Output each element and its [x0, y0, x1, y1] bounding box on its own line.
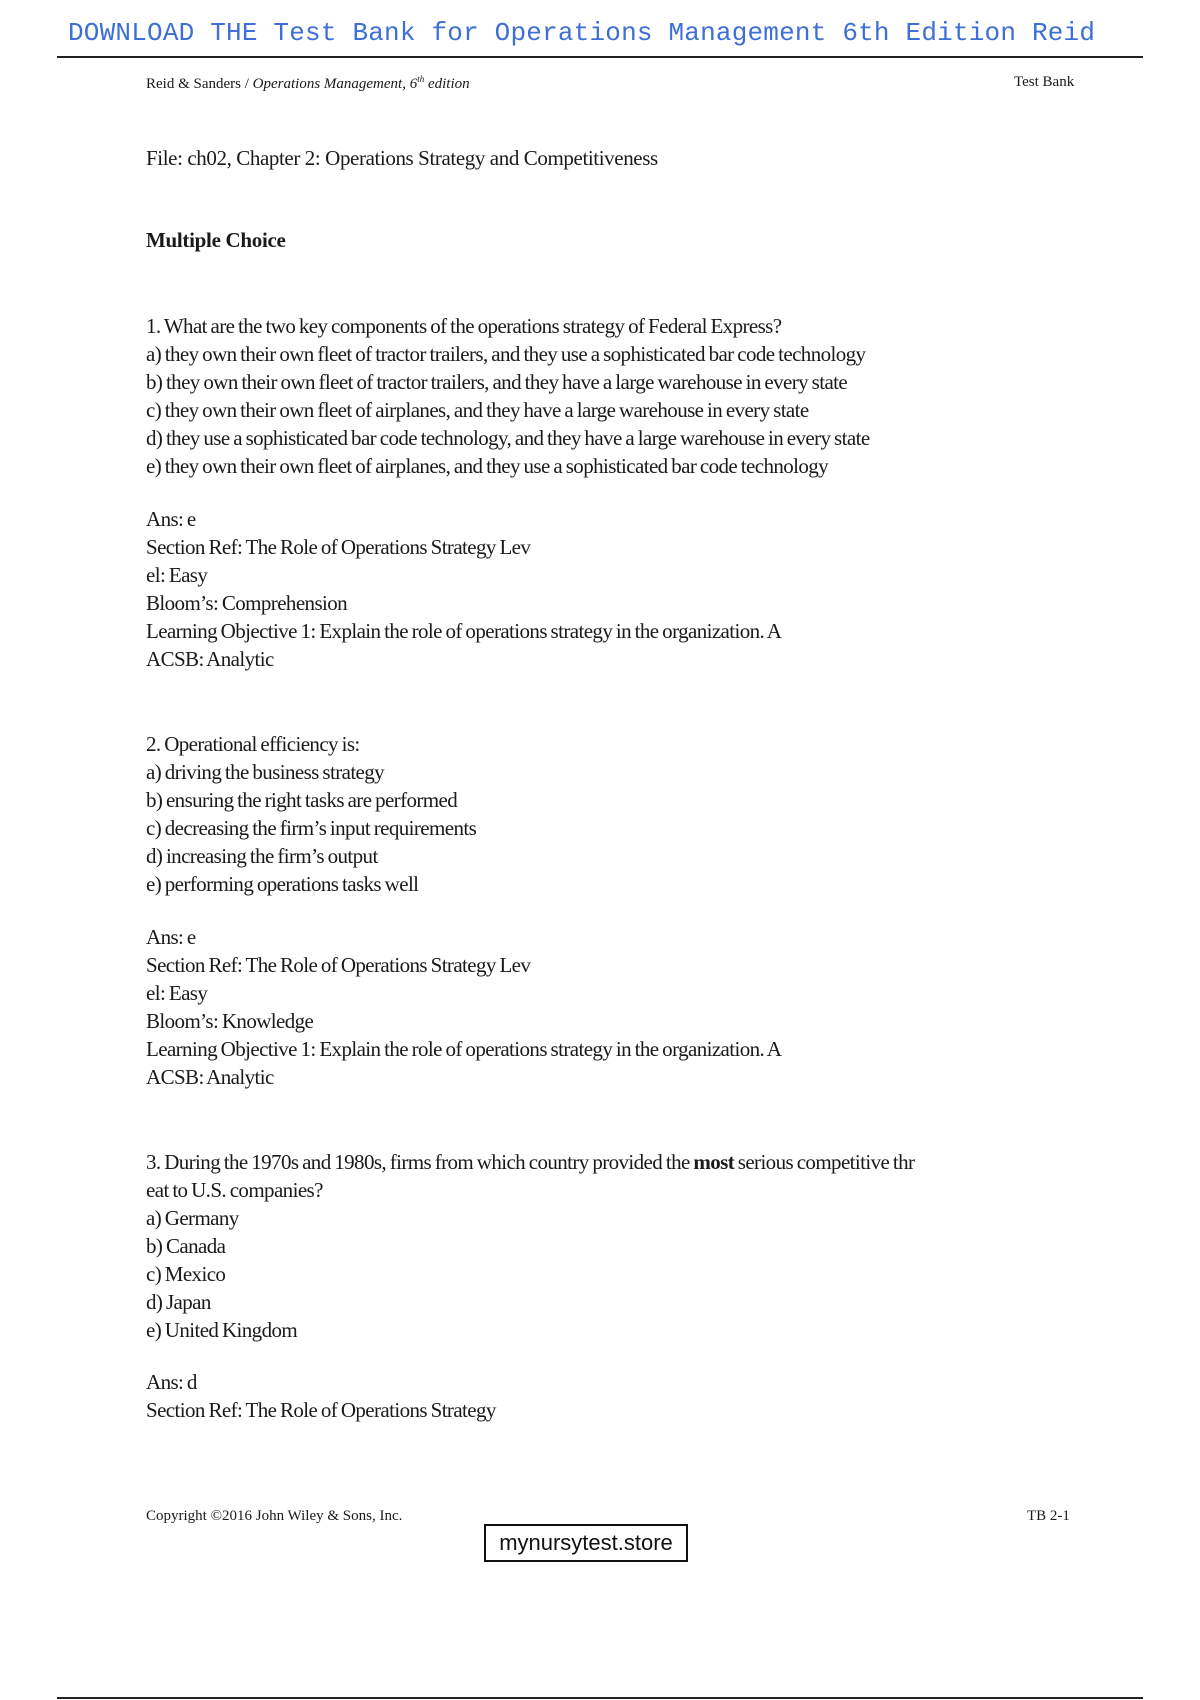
file-line: File: ch02, Chapter 2: Operations Strategy and Competitiveness	[146, 146, 658, 170]
header-rule	[57, 56, 1143, 58]
question-emphasis: most	[693, 1150, 735, 1174]
question-2-meta	[146, 923, 781, 1091]
answer-option: a) Germany	[146, 1206, 239, 1230]
learning-objective: Learning Objective 1: Explain the role of operations strategy in the organization. A	[146, 1037, 782, 1061]
answer-option: a) they own their own fleet of tractor trailers, and they use a sophisticated bar code technology	[146, 342, 866, 366]
question-3-meta	[146, 1368, 496, 1424]
answer-key: Ans: d	[146, 1370, 197, 1394]
answer-option: d) Japan	[146, 1290, 211, 1314]
section-ref: Section Ref: The Role of Operations Strategy	[146, 1398, 496, 1422]
section-ref: Section Ref: The Role of Operations Strategy Lev	[146, 535, 531, 559]
question-text-start: 3. During the 1970s and 1980s, firms from which country provided the	[146, 1150, 694, 1174]
learning-objective: Learning Objective 1: Explain the role of operations strategy in the organization. A	[146, 619, 782, 643]
question-text-end: serious competitive thr	[734, 1150, 915, 1174]
download-banner[interactable]: DOWNLOAD THE Test Bank for Operations Management 6th Edition Reid	[68, 18, 1096, 48]
answer-key: Ans: e	[146, 925, 196, 949]
running-head-book-title: Operations Management, 6	[252, 76, 418, 92]
answer-option: c) Mexico	[146, 1262, 226, 1286]
aacsb: ACSB: Analytic	[146, 1065, 274, 1089]
running-head-authors: Reid & Sanders /	[146, 76, 253, 92]
answer-option: e) performing operations tasks well	[146, 872, 419, 896]
running-head-right: Test Bank	[1014, 74, 1075, 90]
section-heading: Multiple Choice	[146, 228, 286, 252]
aacsb: ACSB: Analytic	[146, 647, 274, 671]
copyright: Copyright ©2016 John Wiley & Sons, Inc.	[146, 1508, 403, 1524]
answer-key: Ans: e	[146, 507, 196, 531]
answer-option: b) they own their own fleet of tractor trailers, and they have a large warehouse in every state	[146, 370, 848, 394]
answer-option: e) United Kingdom	[146, 1318, 298, 1342]
level: el: Easy	[146, 981, 208, 1005]
running-head-edition-word: edition	[424, 76, 470, 92]
answer-option: c) they own their own fleet of airplanes, and they have a large warehouse in every state	[146, 398, 809, 422]
question-1-meta	[146, 505, 781, 673]
question-3	[146, 1148, 914, 1344]
blooms: Bloom’s: Knowledge	[146, 1009, 314, 1033]
answer-option: d) increasing the firm’s output	[146, 844, 378, 868]
footer-rule	[57, 1697, 1143, 1699]
question-text: 2. Operational efficiency is:	[146, 732, 360, 756]
running-head-book	[253, 76, 470, 92]
question-text	[146, 1148, 914, 1176]
blooms: Bloom’s: Comprehension	[146, 591, 348, 615]
running-head-ordinal: th	[417, 74, 425, 84]
question-text-continued: eat to U.S. companies?	[146, 1178, 323, 1202]
page-id: TB 2-1	[1027, 1508, 1070, 1524]
answer-option: c) decreasing the firm’s input requirements	[146, 816, 477, 840]
level: el: Easy	[146, 563, 208, 587]
question-text: 1. What are the two key components of the operations strategy of Federal Express?	[146, 314, 782, 338]
answer-option: a) driving the business strategy	[146, 760, 385, 784]
running-head	[146, 74, 470, 93]
question-1	[146, 312, 870, 480]
answer-option: e) they own their own fleet of airplanes, and they use a sophisticated bar code technology	[146, 454, 829, 478]
answer-option: d) they use a sophisticated bar code technology, and they have a large warehouse in every state	[146, 426, 870, 450]
answer-option: b) ensuring the right tasks are performed	[146, 788, 458, 812]
question-2	[146, 730, 476, 898]
section-ref: Section Ref: The Role of Operations Strategy Lev	[146, 953, 531, 977]
site-watermark-box[interactable]: mynursytest.store	[484, 1524, 688, 1562]
answer-option: b) Canada	[146, 1234, 226, 1258]
